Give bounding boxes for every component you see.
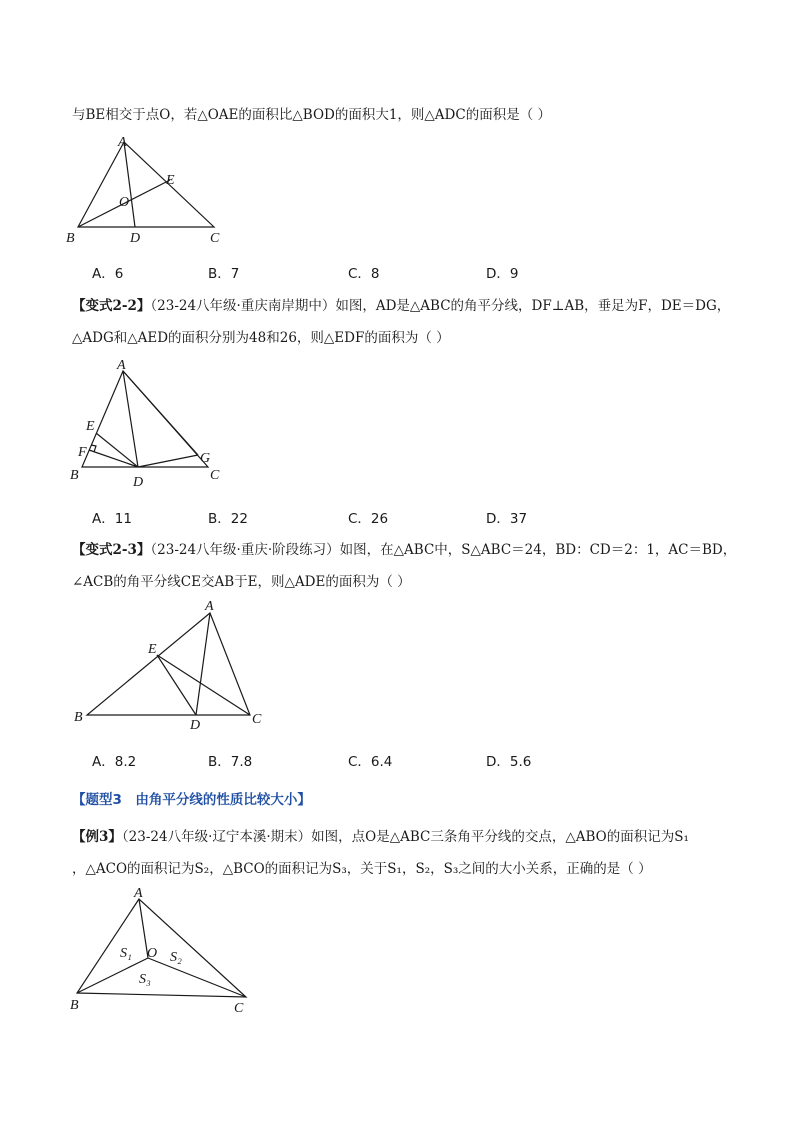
q2-label-d: D: [133, 475, 144, 490]
q1-triangle-abc: [78, 142, 214, 227]
q4-triangle-abc: [77, 899, 246, 997]
q3-segment-ed: [157, 655, 196, 715]
q2-label-f: F: [78, 445, 87, 460]
q3-tag: 【变式2-3】: [72, 542, 151, 558]
q4-segment-bo: [77, 958, 148, 993]
q2-label-g: G: [200, 451, 211, 466]
q2-label-e: E: [86, 419, 95, 434]
q2-triangle-abc: [82, 371, 211, 467]
q1-segment-ad: [124, 142, 135, 227]
q4-label-s1: S₁: [120, 946, 132, 961]
q1-option-c[interactable]: C．8: [348, 266, 380, 282]
q2-segment-fd: [89, 450, 138, 467]
q4-label-c: C: [234, 1001, 244, 1016]
q2-option-a[interactable]: A．11: [92, 511, 132, 527]
q3-option-b[interactable]: B．7.8: [208, 754, 253, 770]
q1-label-a: A: [118, 135, 127, 150]
q4-segment-co: [148, 958, 246, 997]
q4-figure: [60, 885, 270, 1020]
q2-line1: [72, 294, 730, 314]
q4-label-b: B: [70, 998, 79, 1013]
q3-label-a: A: [205, 599, 214, 614]
q4-tag: 【例3】: [72, 829, 122, 845]
q2-label-b: B: [70, 468, 79, 483]
q3-segment-ad: [196, 613, 210, 715]
q1-option-a[interactable]: A．6: [92, 266, 124, 282]
q4-label-o: O: [147, 946, 158, 961]
q3-label-c: C: [252, 712, 262, 727]
q2-label-a: A: [117, 358, 126, 373]
q3-label-e: E: [148, 642, 157, 657]
q2-option-d[interactable]: D．37: [486, 511, 528, 527]
q3-option-a[interactable]: A．8.2: [92, 754, 137, 770]
section-heading: 【题型3 由角平分线的性质比较大小】: [72, 792, 311, 808]
q1-label-d: D: [130, 231, 141, 246]
q3-line2: ∠ACB的角平分线CE交AB于E，则△ADE的面积为（ ）: [72, 574, 411, 590]
q4-line2: ，△ACO的面积记为S₂，△BCO的面积记为S₃，关于S₁，S₂，S₃之间的大小关系，正确的是（ ）: [72, 861, 652, 877]
q1-option-b[interactable]: B．7: [208, 266, 240, 282]
q2-line2: △ADG和△AED的面积分别为48和26，则△EDF的面积为（ ）: [72, 330, 450, 346]
q1-label-c: C: [210, 231, 220, 246]
q2-tag: 【变式2-2】: [72, 298, 151, 314]
q3-line1: [72, 538, 736, 558]
q2-option-c[interactable]: C．26: [348, 511, 389, 527]
q3-figure: [60, 595, 280, 735]
q3-option-c[interactable]: C．6.4: [348, 754, 393, 770]
q2-text-1: （23-24八年级·重庆南岸期中）如图，AD是△ABC的角平分线，DF⊥AB，垂足为F，DE＝DG，: [150, 298, 731, 314]
q3-label-d: D: [190, 718, 201, 733]
q2-segment-gd: [138, 455, 198, 467]
q1-text: 与BE相交于点O，若△OAE的面积比△BOD的面积大1，则△ADC的面积是（ ）: [72, 107, 552, 123]
q1-label-e: E: [166, 173, 175, 188]
q2-figure: [60, 355, 240, 490]
q4-text-1: （23-24八年级·辽宁本溪·期末）如图，点O是△ABC三条角平分线的交点，△ABO的面积记为S₁: [121, 829, 689, 845]
q3-text-1: （23-24八年级·重庆·阶段练习）如图，在△ABC中，S△ABC＝24，BD：CD＝2：1，AC＝BD，: [150, 542, 737, 558]
q1-label-b: B: [66, 231, 75, 246]
q1-label-o: O: [119, 195, 130, 210]
q4-label-s3: S₃: [139, 972, 151, 987]
q3-option-d[interactable]: D．5.6: [486, 754, 532, 770]
q1-figure: [60, 130, 250, 250]
q2-label-c: C: [210, 468, 220, 483]
q2-segment-ed: [96, 433, 138, 467]
q1-option-d[interactable]: D．9: [486, 266, 519, 282]
q3-label-b: B: [74, 710, 83, 725]
q2-option-b[interactable]: B．22: [208, 511, 248, 527]
q4-label-s2: S₂: [170, 950, 182, 965]
q4-line1: [72, 825, 689, 845]
q4-label-a: A: [134, 886, 143, 901]
